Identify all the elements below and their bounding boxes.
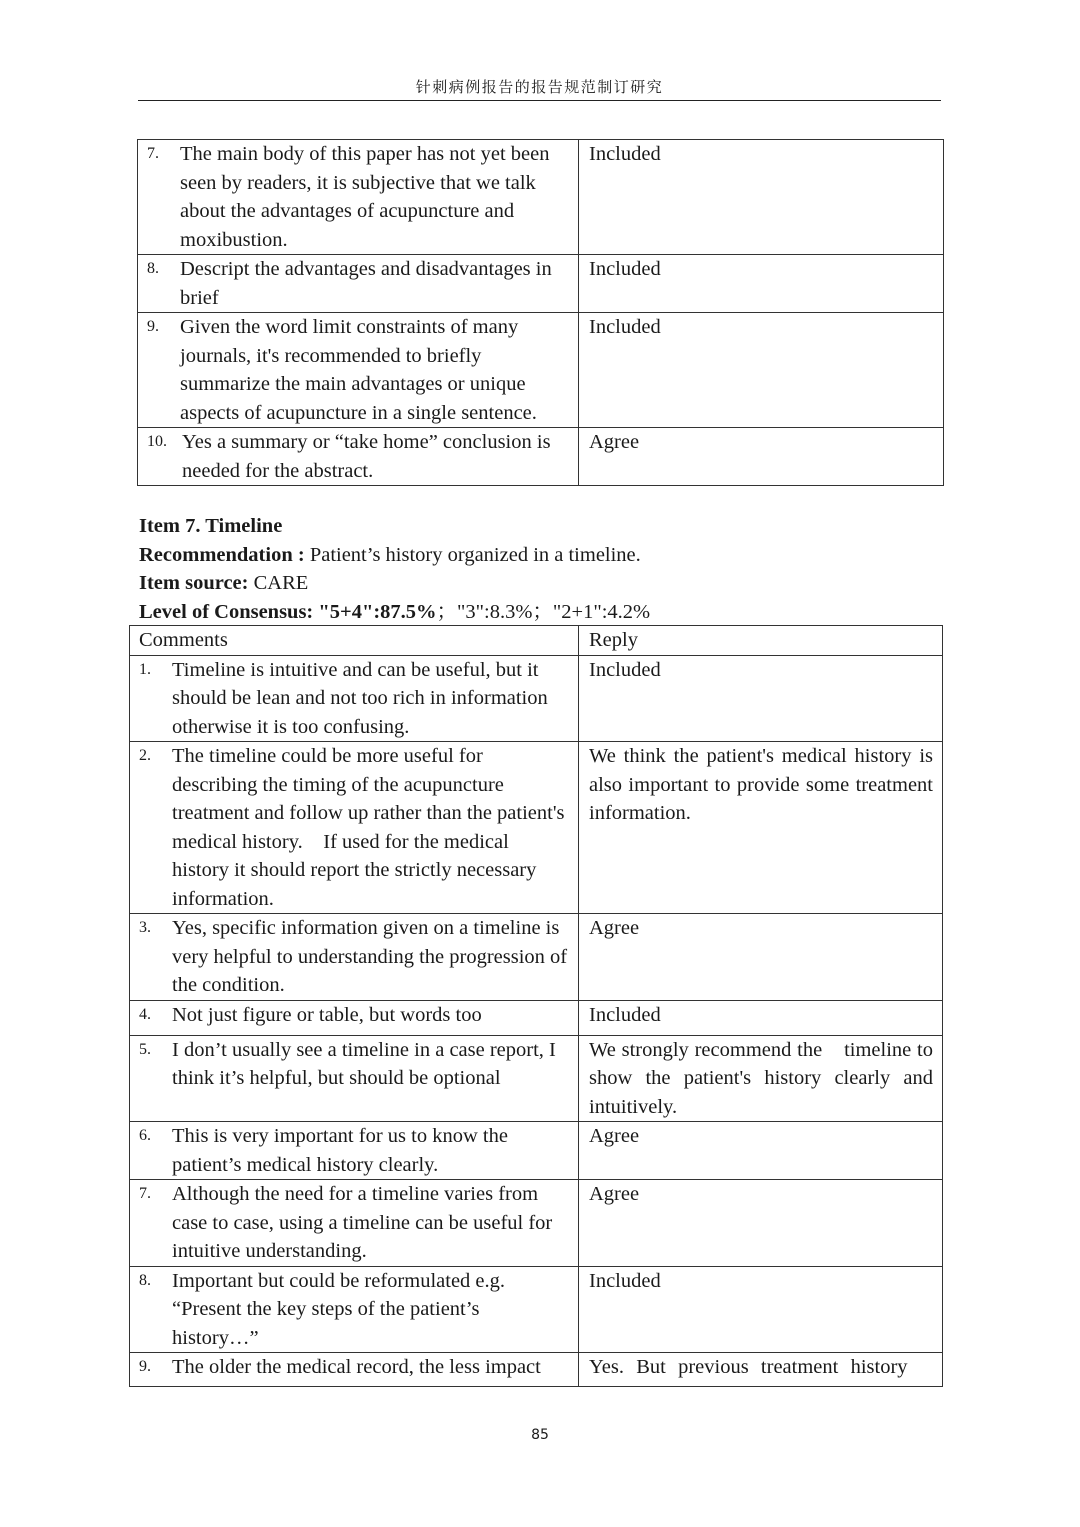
comment-text: Yes a summary or “take home” conclusion is needed for the abstract. bbox=[182, 431, 551, 482]
recommendation-label: Recommendation : bbox=[139, 543, 305, 566]
recommendation-text: Patient’s history organized in a timeline. bbox=[304, 543, 641, 566]
row-number: 6. bbox=[139, 1127, 151, 1144]
item-section bbox=[139, 512, 650, 626]
recommendation bbox=[139, 541, 650, 570]
comment-text: Not just figure or table, but words too bbox=[172, 1003, 482, 1026]
row-number: 5. bbox=[139, 1040, 151, 1058]
comment-text: Descript the advantages and disadvantages in brief bbox=[180, 258, 552, 309]
reply-text: Included bbox=[589, 658, 661, 681]
item-source-label: Item source: bbox=[139, 572, 249, 594]
item-source-text: CARE bbox=[248, 572, 309, 594]
reply-text: Included bbox=[589, 1003, 661, 1026]
table-row bbox=[130, 914, 943, 1001]
comment-text: The main body of this paper has not yet been seen by readers, it is subjective that we talk about the advantages of acupuncture and moxibustion. bbox=[180, 143, 550, 251]
row-number: 9. bbox=[139, 1358, 151, 1375]
table-row bbox=[130, 1266, 943, 1353]
reply-text: We think the patient's medical history is also important to provide some treatment information. bbox=[589, 745, 933, 824]
reply-text: Included bbox=[589, 143, 661, 165]
table-row bbox=[138, 140, 944, 255]
reply-text: Included bbox=[589, 316, 661, 338]
comment-text: The older the medical record, the less impact bbox=[172, 1356, 541, 1378]
row-number: 2. bbox=[139, 747, 151, 764]
row-number: 4. bbox=[139, 1005, 151, 1023]
row-number: 10. bbox=[147, 433, 167, 450]
row-number: 7. bbox=[139, 1185, 151, 1202]
table-row bbox=[130, 1035, 943, 1122]
running-header bbox=[138, 74, 941, 101]
row-number: 1. bbox=[139, 660, 151, 678]
comment-text: Timeline is intuitive and can be useful, but it should be lean and not too rich in information otherwise it is too confusing. bbox=[172, 658, 548, 738]
item-source bbox=[139, 569, 650, 598]
reply-header: Reply bbox=[589, 629, 638, 651]
row-number: 8. bbox=[147, 260, 159, 277]
table-row bbox=[130, 1000, 943, 1035]
table-row bbox=[130, 1122, 943, 1180]
comment-text: Important but could be reformulated e.g. “Present the key steps of the patient’s history…” bbox=[172, 1269, 506, 1349]
comment-text: This is very important for us to know the patient’s medical history clearly. bbox=[172, 1125, 508, 1176]
row-number: 8. bbox=[139, 1271, 151, 1289]
consensus-label: Level of Consensus: "5+4":87.5% bbox=[139, 600, 437, 623]
reply-text: Agree bbox=[589, 431, 640, 453]
item-title: Item 7. Timeline bbox=[139, 515, 283, 537]
table-row bbox=[138, 313, 944, 428]
page-number: 85 bbox=[531, 1427, 549, 1443]
running-header-title: 针刺病例报告的报告规范制订研究 bbox=[415, 78, 664, 96]
table-row bbox=[138, 255, 944, 313]
reply-text: Included bbox=[589, 1269, 661, 1292]
consensus-level bbox=[139, 598, 650, 627]
reply-text: Agree bbox=[589, 1125, 640, 1147]
row-number: 3. bbox=[139, 919, 151, 936]
table-row bbox=[130, 742, 943, 914]
comment-text: I don’t usually see a timeline in a case report, I think it’s helpful, but should be optional bbox=[172, 1038, 556, 1089]
comment-text: The timeline could be more useful for describing the timing of the acupuncture treatment and follow up rather than the patient's medical history. If used for the medical history it should report the strictly necessary information. bbox=[172, 745, 565, 910]
reply-text: Included bbox=[589, 258, 661, 280]
table-row bbox=[130, 1180, 943, 1267]
comment-text: Yes, specific information given on a timeline is very helpful to understanding the progression of the condition. bbox=[172, 917, 568, 996]
table-row bbox=[130, 655, 943, 742]
reply-text: Agree bbox=[589, 1183, 640, 1205]
consensus-text: ；"3":8.3%；"2+1":4.2% bbox=[436, 600, 651, 623]
top-comments-table bbox=[137, 139, 944, 486]
row-number: 7. bbox=[147, 145, 159, 162]
reply-text: We strongly recommend the timeline to show the patient's history clearly and intuitively. bbox=[589, 1038, 933, 1118]
comments-header: Comments bbox=[139, 629, 228, 651]
table-row bbox=[130, 1353, 943, 1387]
comment-text: Although the need for a timeline varies from case to case, using a timeline can be useful for intuitive understanding. bbox=[172, 1183, 553, 1262]
reply-text: Agree bbox=[589, 917, 640, 939]
table-header-row bbox=[130, 626, 943, 656]
row-number: 9. bbox=[147, 318, 159, 335]
timeline-comments-table bbox=[129, 625, 943, 1387]
reply-text: Yes. But previous treatment history bbox=[589, 1356, 908, 1378]
comment-text: Given the word limit constraints of many journals, it's recommended to briefly summarize the main advantages or unique aspects of acupuncture in a single sentence. bbox=[180, 316, 537, 424]
table-row bbox=[138, 428, 944, 486]
